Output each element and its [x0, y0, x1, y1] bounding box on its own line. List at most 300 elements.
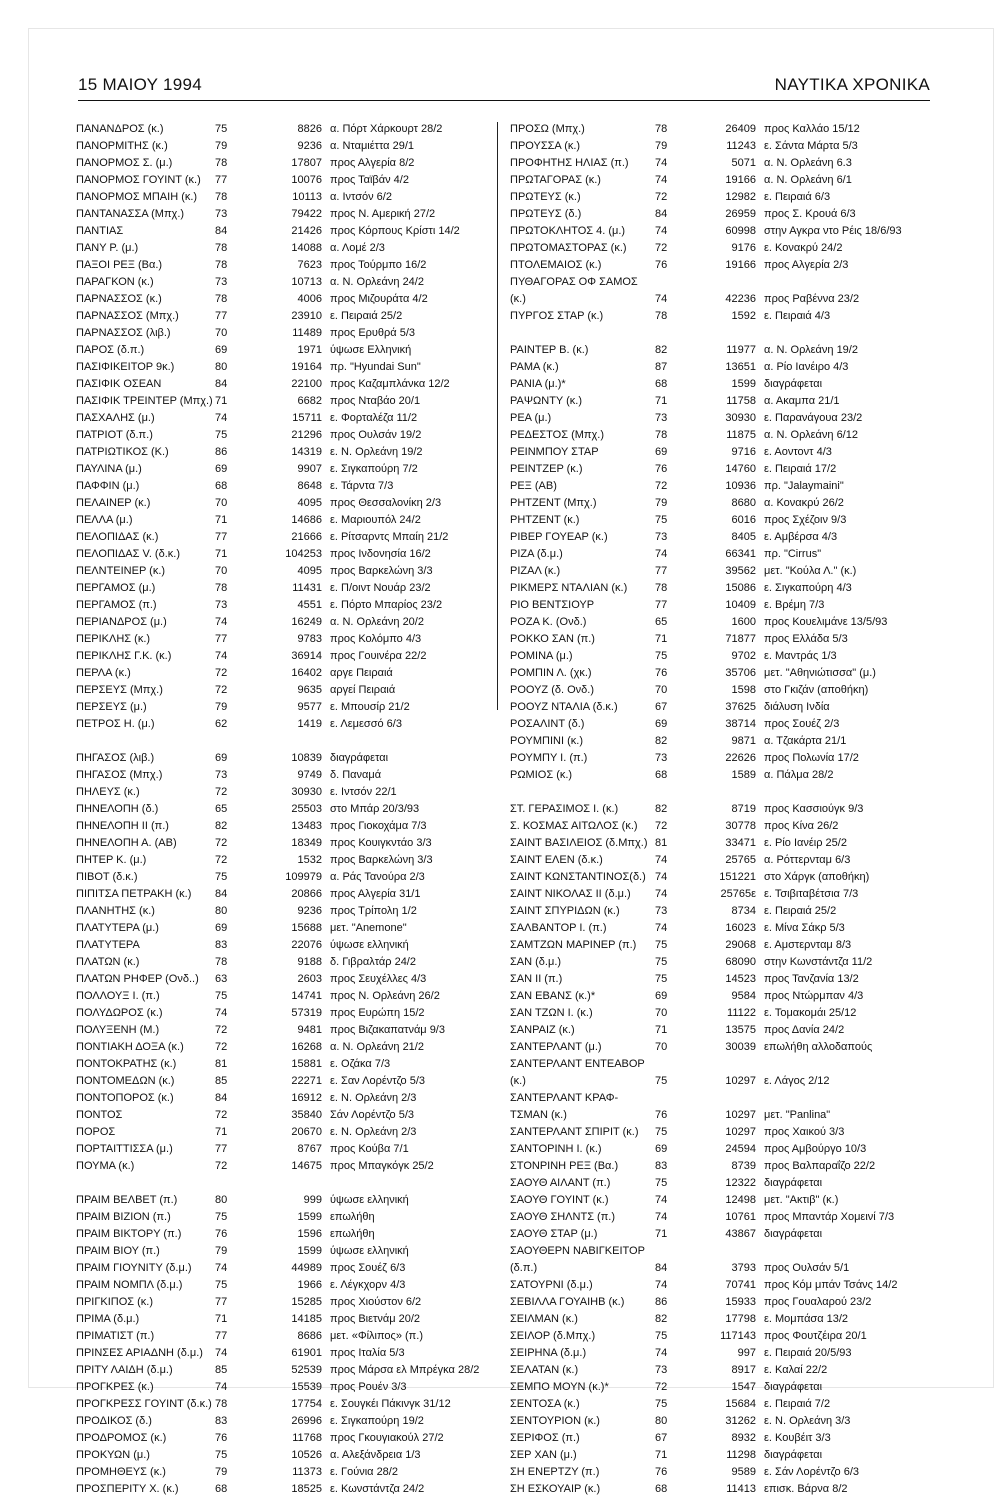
ship-entry	[510, 733, 935, 750]
build-year: 72	[215, 1024, 228, 1036]
ship-name: ΠΑΝΑΝΔΡΟΣ (κ.)	[76, 123, 164, 135]
tonnage: 8734	[731, 905, 756, 917]
tonnage: 15881	[291, 1058, 322, 1070]
build-year: 67	[655, 701, 668, 713]
build-year: 74	[655, 1211, 668, 1223]
tonnage: 61901	[291, 1347, 322, 1359]
ship-entry	[510, 291, 935, 308]
ship-entry	[76, 1328, 496, 1345]
ship-name: ΣΕΝΤΟΣΑ (κ.)	[510, 1398, 580, 1410]
build-year: 75	[655, 1075, 668, 1087]
build-year: 71	[215, 514, 228, 526]
ship-entry	[510, 155, 935, 172]
ship-name: ΠΡΟΜΗΘΕΥΣ (κ.)	[76, 1466, 166, 1478]
build-year: 80	[215, 905, 228, 917]
tonnage: 11243	[726, 140, 756, 152]
ship-name: ΠΕΡΙΑΝΔΡΟΣ (μ.)	[76, 616, 167, 628]
ship-entry	[510, 903, 935, 920]
build-year: 72	[215, 684, 228, 696]
ship-status: διάλυση Ινδία	[764, 701, 830, 713]
ship-entry	[510, 1022, 935, 1039]
ship-status: διαγράφεται	[764, 378, 823, 390]
build-year: 79	[215, 1466, 228, 1478]
ship-entry	[510, 1192, 935, 1209]
ship-name: ΡΗΤΖΕΝΤ (Μπχ.)	[510, 497, 597, 509]
ship-name: ΡΑΝΙΑ (μ.)*	[510, 378, 566, 390]
build-year: 72	[655, 480, 668, 492]
ship-name: ΡΟΟΥΖ ΝΤΑΛΙΑ (δ.κ.)	[510, 701, 618, 713]
ship-status: προς Αμβούργο 10/3	[764, 1143, 867, 1155]
ship-name: ΠΙΠΙΤΣΑ ΠΕΤΡΑΚΗ (κ.)	[76, 888, 192, 900]
ship-status: α. Ν. Ορλεάνη 20/2	[330, 616, 424, 628]
ship-entry	[76, 954, 496, 971]
ship-entry	[510, 920, 935, 937]
build-year: 76	[215, 1432, 228, 1444]
ship-name: ΠΡΩΤΕΥΣ (κ.)	[510, 191, 581, 203]
build-year: 74	[655, 854, 668, 866]
tonnage: 8648	[297, 480, 322, 492]
build-year: 72	[215, 786, 228, 798]
ship-status: διαγράφεται	[764, 1381, 823, 1393]
ship-status: αργεί Πειραιά	[330, 684, 396, 696]
ship-name: ΣΑΙΝΤ ΕΛΕΝ (δ.κ.)	[510, 854, 603, 866]
tonnage: 9783	[297, 633, 322, 645]
tonnage: 4095	[297, 497, 322, 509]
build-year: 82	[655, 803, 668, 815]
build-year: 70	[215, 565, 228, 577]
ship-status: ε. Σουγκέι Πάκινγκ 31/12	[330, 1398, 451, 1410]
ship-name: ΣΕΡ ΧΑΝ (μ.)	[510, 1449, 577, 1461]
tonnage: 15086	[725, 582, 756, 594]
tonnage: 36914	[291, 650, 322, 662]
ship-name: ΣΑΝΤΕΡΛΑΝΤ ΣΠΙΡΙΤ (κ.)	[510, 1126, 639, 1138]
tonnage: 26959	[725, 208, 756, 220]
ship-status: ε. Μαντράς 1/3	[764, 650, 837, 662]
tonnage: 12498	[725, 1194, 756, 1206]
build-year: 79	[215, 1245, 228, 1257]
page-header	[78, 72, 930, 101]
tonnage: 8719	[731, 803, 756, 815]
ship-name: ΠΡΑΙΜ ΒΙΖΙΟΝ (π.)	[76, 1211, 171, 1223]
ship-name: ΠΕΛΟΠΙΔΑΣ (κ.)	[76, 531, 159, 543]
ship-name: ΡΗΤΖΕΝΤ (κ.)	[510, 514, 580, 526]
tonnage: 52539	[291, 1364, 322, 1376]
build-year: 83	[655, 1160, 668, 1172]
tonnage: 9577	[297, 701, 322, 713]
ship-name: ΣΑΝΤΕΡΛΑΝΤ ΚΡΑΦ-	[510, 1092, 619, 1104]
ship-entry	[510, 648, 935, 665]
ship-status: δ. Παναμά	[330, 769, 382, 781]
ship-name: ΠΡΟΓΚΡΕΣ (κ.)	[76, 1381, 154, 1393]
build-year: 73	[655, 412, 668, 424]
ship-entry	[76, 172, 496, 189]
build-year: 69	[655, 1143, 668, 1155]
ship-status: α. Λομέ 2/3	[330, 242, 385, 254]
ship-name: ΣΑΝ ΕΒΑΝΣ (κ.)*	[510, 990, 596, 1002]
ship-entry	[510, 342, 935, 359]
ship-name: ΠΑΝΤΙΑΣ	[76, 225, 124, 237]
build-year: 68	[215, 1483, 228, 1495]
build-year: 73	[655, 752, 668, 764]
ship-entry	[76, 937, 496, 954]
tonnage: 10761	[725, 1211, 756, 1223]
ship-status: προς Ευρώπη 15/2	[330, 1007, 425, 1019]
ship-status: προς Κολόμπο 4/3	[330, 633, 422, 645]
ship-status: ε. Πόρτο Μπαρίος 23/2	[330, 599, 443, 611]
ship-entry	[76, 478, 496, 495]
ship-name: ΤΣΜΑΝ (κ.)	[510, 1109, 567, 1121]
ship-status: προς Αλγερία 31/1	[330, 888, 421, 900]
tonnage: 24594	[725, 1143, 756, 1155]
tonnage: 38714	[725, 718, 756, 730]
build-year: 70	[655, 1041, 668, 1053]
ship-status: πρ. "Hyundai Sun"	[330, 361, 421, 373]
build-year: 75	[215, 990, 228, 1002]
ship-entry	[76, 631, 496, 648]
ship-entry	[76, 869, 496, 886]
ship-entry	[510, 682, 935, 699]
ship-name: ΠΕΤΡΟΣ Η. (μ.)	[76, 718, 155, 730]
tonnage: 15539	[291, 1381, 322, 1393]
ship-name: ΠΛΑΤΥΤΕΡΑ (μ.)	[76, 922, 159, 934]
ship-status: διαγράφεται	[330, 752, 389, 764]
ship-status: προς Βιζακαπατνάμ 9/3	[330, 1024, 445, 1036]
tonnage: 22271	[291, 1075, 322, 1087]
ship-status: ε. Πειραιά 17/2	[764, 463, 837, 475]
build-year: 71	[655, 633, 668, 645]
ship-status: α. Πόρτ Χάρκουρτ 28/2	[330, 123, 443, 135]
build-year: 68	[215, 480, 228, 492]
tonnage: 13483	[291, 820, 322, 832]
tonnage: 15285	[291, 1296, 322, 1308]
tonnage: 10936	[725, 480, 756, 492]
ship-name: ΡΕΙΝΤΖΕΡ (κ.)	[510, 463, 583, 475]
tonnage: 9584	[731, 990, 756, 1002]
ship-status: α. Ρόττερνταμ 6/3	[764, 854, 851, 866]
ship-name: ΠΑΝΟΡΜΙΤΗΣ (κ.)	[76, 140, 168, 152]
ship-name: ΠΕΡΓΑΜΟΣ (π.)	[76, 599, 157, 611]
ship-entry	[76, 920, 496, 937]
tonnage: 1592	[731, 310, 756, 322]
ship-entry	[76, 665, 496, 682]
ship-entry	[76, 1243, 496, 1260]
ship-status: α. Τζακάρτα 21/1	[764, 735, 847, 747]
ship-entry	[76, 1158, 496, 1175]
ship-entry	[510, 308, 935, 325]
ship-name: ΣΑΝ ΙΙ (π.)	[510, 973, 563, 985]
ship-entry	[76, 852, 496, 869]
ship-name: ΠΥΡΓΟΣ ΣΤΑΡ (κ.)	[510, 310, 604, 322]
ship-name: ΡΑΜΑ (κ.)	[510, 361, 559, 373]
build-year: 72	[655, 191, 668, 203]
build-year: 72	[655, 820, 668, 832]
build-year: 63	[215, 973, 228, 985]
ship-name: ΣΑΜΤΖΩΝ ΜΑΡΙΝΕΡ (π.)	[510, 939, 637, 951]
ship-entry	[76, 1005, 496, 1022]
ship-name: ΣΑΝ ΤΖΩΝ Ι. (κ.)	[510, 1007, 593, 1019]
ship-entry	[76, 1141, 496, 1158]
build-year: 71	[215, 548, 228, 560]
ship-name: ΣΕΛΑΤΑΝ (κ.)	[510, 1364, 579, 1376]
ship-entry	[510, 1447, 935, 1464]
ship-name: ΣΑΙΝΤ ΒΑΣΙΛΕΙΟΣ (δ.Μπχ.)	[510, 837, 648, 849]
build-year: 69	[655, 446, 668, 458]
tonnage: 9635	[297, 684, 322, 696]
ship-name: (κ.)	[510, 1075, 526, 1087]
ship-status: ε. Κουβέιτ 3/3	[764, 1432, 831, 1444]
ship-status: α. Ν. Ορλεάνη 19/2	[764, 344, 858, 356]
ship-name: ΠΤΟΛΕΜΑΙΟΣ (κ.)	[510, 259, 602, 271]
tonnage: 104253	[285, 548, 322, 560]
ship-entry	[510, 1175, 935, 1192]
ship-entry	[510, 1481, 935, 1498]
tonnage: 9481	[297, 1024, 322, 1036]
build-year: 74	[655, 293, 668, 305]
tonnage: 68090	[725, 956, 756, 968]
ship-entry	[76, 1073, 496, 1090]
ship-entry	[76, 1226, 496, 1243]
ship-name: ΠΡΟΓΚΡΕΣΣ ΓΟΥΙΝΤ (δ.κ.)	[76, 1398, 212, 1410]
build-year: 78	[215, 956, 228, 968]
tonnage: 4006	[297, 293, 322, 305]
tonnage: 66341	[725, 548, 756, 560]
ship-status: προς Σ. Κρουά 6/3	[764, 208, 856, 220]
tonnage: 43867	[725, 1228, 756, 1240]
build-year: 75	[655, 956, 668, 968]
tonnage: 11431	[292, 582, 322, 594]
ship-name: ΠΑΤΡΙΩΤΙΚΟΣ (Κ.)	[76, 446, 169, 458]
ship-status: προς Γουινέρα 22/2	[330, 650, 427, 662]
ship-name: ΠΑΡΝΑΣΣΟΣ (Μπχ.)	[76, 310, 179, 322]
ship-name: ΠΥΘΑΓΟΡΑΣ ΟΦ ΣΑΜΟΣ	[510, 276, 638, 288]
ship-status: πρ. "Cirrus"	[764, 548, 822, 560]
tonnage: 10113	[292, 191, 322, 203]
ship-entry	[76, 750, 496, 767]
ship-name: ΠΡΑΙΜ ΒΕΛΒΕΤ (π.)	[76, 1194, 178, 1206]
ship-name: ΠΗΝΕΛΟΠΗ Α. (ΑΒ)	[76, 837, 177, 849]
build-year: 71	[655, 1024, 668, 1036]
ship-name: ΠΡΑΙΜ ΓΙΟΥΝΙΤΥ (δ.μ.)	[76, 1262, 192, 1274]
ship-status: προς Ραβέννα 23/2	[764, 293, 860, 305]
build-year: 73	[215, 208, 228, 220]
ship-name: ΣΗ ΕΣΚΟΥΑΙΡ (κ.)	[510, 1483, 601, 1495]
ship-status: προς Ντώρμπαν 4/3	[764, 990, 864, 1002]
build-year: 78	[655, 310, 668, 322]
tonnage: 17807	[291, 157, 322, 169]
tonnage: 26409	[725, 123, 756, 135]
ship-entry	[510, 1107, 935, 1124]
build-year: 80	[215, 361, 228, 373]
ship-status: μετ. "Panlina"	[764, 1109, 831, 1121]
tonnage: 3793	[731, 1262, 756, 1274]
tonnage: 9188	[297, 956, 322, 968]
ship-name: ΣΑΝΤΕΡΛΑΝΤ ΕΝΤΕΑΒΟΡ	[510, 1058, 645, 1070]
build-year: 68	[655, 378, 668, 390]
ship-entry	[76, 784, 496, 801]
ship-status: ε. Τομακομάι 25/12	[764, 1007, 857, 1019]
ship-name: ΠΡΙΝΣΕΣ ΑΡΙΑΔΝΗ (δ.μ.)	[76, 1347, 203, 1359]
ship-name: ΣΤΟΝΡΙΝΗ ΡΕΞ (Βα.)	[510, 1160, 619, 1172]
build-year: 65	[215, 803, 228, 815]
section-gap	[76, 733, 496, 750]
tonnage: 1532	[297, 854, 322, 866]
ship-name: ΠΛΑΤΩΝ (κ.)	[76, 956, 140, 968]
ship-name: ΡΙΖΑ (δ.μ.)	[510, 548, 563, 560]
ship-name: ΠΑΡΟΣ (δ.π.)	[76, 344, 145, 356]
build-year: 71	[655, 395, 668, 407]
ship-entry	[76, 257, 496, 274]
ship-name: ΠΟΡΟΣ	[76, 1126, 116, 1138]
ship-entry	[510, 427, 935, 444]
build-year: 78	[215, 242, 228, 254]
ship-entry	[510, 835, 935, 852]
ship-entry	[76, 1396, 496, 1413]
ship-entry	[76, 1447, 496, 1464]
build-year: 70	[655, 1007, 668, 1019]
ship-status: α. Ιντσόν 6/2	[330, 191, 392, 203]
ship-status: επωλήθη	[330, 1211, 375, 1223]
ship-status: ε. Σαν Λορέντζο 5/3	[330, 1075, 426, 1087]
ship-name: ΡΕΔΕΣΤΟΣ (Μπχ.)	[510, 429, 604, 441]
tonnage: 13575	[725, 1024, 756, 1036]
ship-name: ΣΕΒΙΛΛΑ ΓΟΥΑΙΗΒ (κ.)	[510, 1296, 625, 1308]
ship-name: ΠΕΡΙΚΛΗΣ (κ.)	[76, 633, 151, 645]
build-year: 84	[215, 225, 228, 237]
ship-entry	[76, 1345, 496, 1362]
ship-entry	[76, 1090, 496, 1107]
ship-entry	[76, 512, 496, 529]
build-year: 75	[655, 1126, 668, 1138]
build-year: 68	[655, 1483, 668, 1495]
ship-status: προς Σχέζοιν 9/3	[764, 514, 847, 526]
tonnage: 8917	[731, 1364, 756, 1376]
tonnage: 15933	[725, 1296, 756, 1308]
ship-entry	[76, 121, 496, 138]
ship-status: στο Γκιζάν (αποθήκη)	[764, 684, 869, 696]
ship-entry	[76, 1413, 496, 1430]
ship-status: πρ. "Jalaymaini"	[764, 480, 844, 492]
build-year: 78	[215, 1398, 228, 1410]
tonnage: 16402	[291, 667, 322, 679]
ship-name: ΡΕΑ (μ.)	[510, 412, 552, 424]
column-divider	[497, 122, 498, 710]
ship-entry	[510, 121, 935, 138]
ship-entry	[76, 461, 496, 478]
ship-status: ε. Μομπάσα 13/2	[764, 1313, 849, 1325]
ship-entry	[76, 240, 496, 257]
ship-name: ΠΛΑΝΗΤΗΣ (κ.)	[76, 905, 155, 917]
ship-name: ΠΡΑΙΜ ΒΙΟΥ (π.)	[76, 1245, 160, 1257]
tonnage: 12982	[725, 191, 756, 203]
ship-name: ΠΕΛΝΤΕΙΝΕΡ (κ.)	[76, 565, 166, 577]
build-year: 71	[655, 1449, 668, 1461]
tonnage: 1971	[297, 344, 322, 356]
build-year: 74	[655, 1279, 668, 1291]
ship-entry	[510, 954, 935, 971]
ship-status: προς Ν. Ορλεάνη 26/2	[330, 990, 440, 1002]
ship-entry	[76, 580, 496, 597]
ship-status: προς Κόμ μπάν Τσάνς 14/2	[764, 1279, 898, 1291]
ship-status: ε. Σιγκαπούρη 4/3	[764, 582, 852, 594]
publication-title: ΝΑΥΤΙΚΑ ΧΡΟΝΙΚΑ	[774, 75, 930, 94]
ship-entry	[510, 529, 935, 546]
ship-entry	[76, 376, 496, 393]
ship-name: ΠΡΩΤΕΥΣ (δ.)	[510, 208, 582, 220]
ship-entry	[76, 1277, 496, 1294]
ship-status: ε. Βρέμη 7/3	[764, 599, 825, 611]
ship-status: ε. Πειραιά 20/5/93	[764, 1347, 852, 1359]
ship-name: ΡΙΖΑΛ (κ.)	[510, 565, 561, 577]
tonnage: 14760	[725, 463, 756, 475]
ship-entry	[510, 750, 935, 767]
ship-entry	[510, 1158, 935, 1175]
build-year: 78	[655, 123, 668, 135]
tonnage: 16023	[725, 922, 756, 934]
tonnage: 14523	[725, 973, 756, 985]
build-year: 75	[215, 1211, 228, 1223]
ship-entry	[76, 410, 496, 427]
ship-status: ε. Αμβέρσα 4/3	[764, 531, 838, 543]
ship-status: προς Χιούστον 6/2	[330, 1296, 422, 1308]
ship-entry	[510, 1243, 935, 1260]
ship-name: ΠΟΛΛΟΥΞ Ι. (π.)	[76, 990, 160, 1002]
ship-name: ΠΑΦΦΙΝ (μ.)	[76, 480, 140, 492]
ship-entry	[510, 1345, 935, 1362]
ship-status: ε. Πειραιά 25/2	[764, 905, 837, 917]
ship-name: ΣΑΟΥΘ ΣΗΛΝΤΣ (π.)	[510, 1211, 616, 1223]
build-year: 79	[655, 497, 668, 509]
ship-entry	[76, 563, 496, 580]
ship-name: ΣΤ. ΓΕΡΑΣΙΜΟΣ Ι. (κ.)	[510, 803, 619, 815]
section-gap	[510, 325, 935, 342]
tonnage: 30930	[291, 786, 322, 798]
tonnage: 1598	[731, 684, 756, 696]
tonnage: 20866	[291, 888, 322, 900]
ship-status: ε. Π/οιντ Νουάρ 23/2	[330, 582, 431, 594]
build-year: 75	[215, 123, 228, 135]
ship-name: ΡΟΜΙΝΑ (μ.)	[510, 650, 573, 662]
tonnage: 42236	[725, 293, 756, 305]
ship-entry	[76, 342, 496, 359]
tonnage: 16912	[291, 1092, 322, 1104]
tonnage: 6016	[731, 514, 756, 526]
tonnage: 15688	[291, 922, 322, 934]
ship-entry	[76, 427, 496, 444]
build-year: 74	[215, 1347, 228, 1359]
build-year: 73	[215, 599, 228, 611]
build-year: 74	[655, 174, 668, 186]
ship-status: ε. Μπουσίρ 21/2	[330, 701, 410, 713]
build-year: 77	[215, 531, 228, 543]
ship-entry	[510, 937, 935, 954]
ship-entry	[510, 206, 935, 223]
ship-status: ε. Ν. Ορλεάνη 2/3	[330, 1126, 417, 1138]
tonnage: 8680	[731, 497, 756, 509]
ship-entry	[76, 546, 496, 563]
ship-status: α. Κονακρύ 26/2	[764, 497, 844, 509]
build-year: 80	[215, 1194, 228, 1206]
build-year: 71	[215, 1126, 228, 1138]
tonnage: 999	[303, 1194, 322, 1206]
ship-entry	[510, 223, 935, 240]
build-year: 75	[655, 1177, 668, 1189]
ship-entry	[76, 138, 496, 155]
build-year: 72	[655, 1381, 668, 1393]
ship-status: ε. Τσιβιταβέτσια 7/3	[764, 888, 859, 900]
ship-name: ΣΑΤΟΥΡΝΙ (δ.μ.)	[510, 1279, 593, 1291]
build-year: 69	[655, 718, 668, 730]
tonnage: 23910	[291, 310, 322, 322]
